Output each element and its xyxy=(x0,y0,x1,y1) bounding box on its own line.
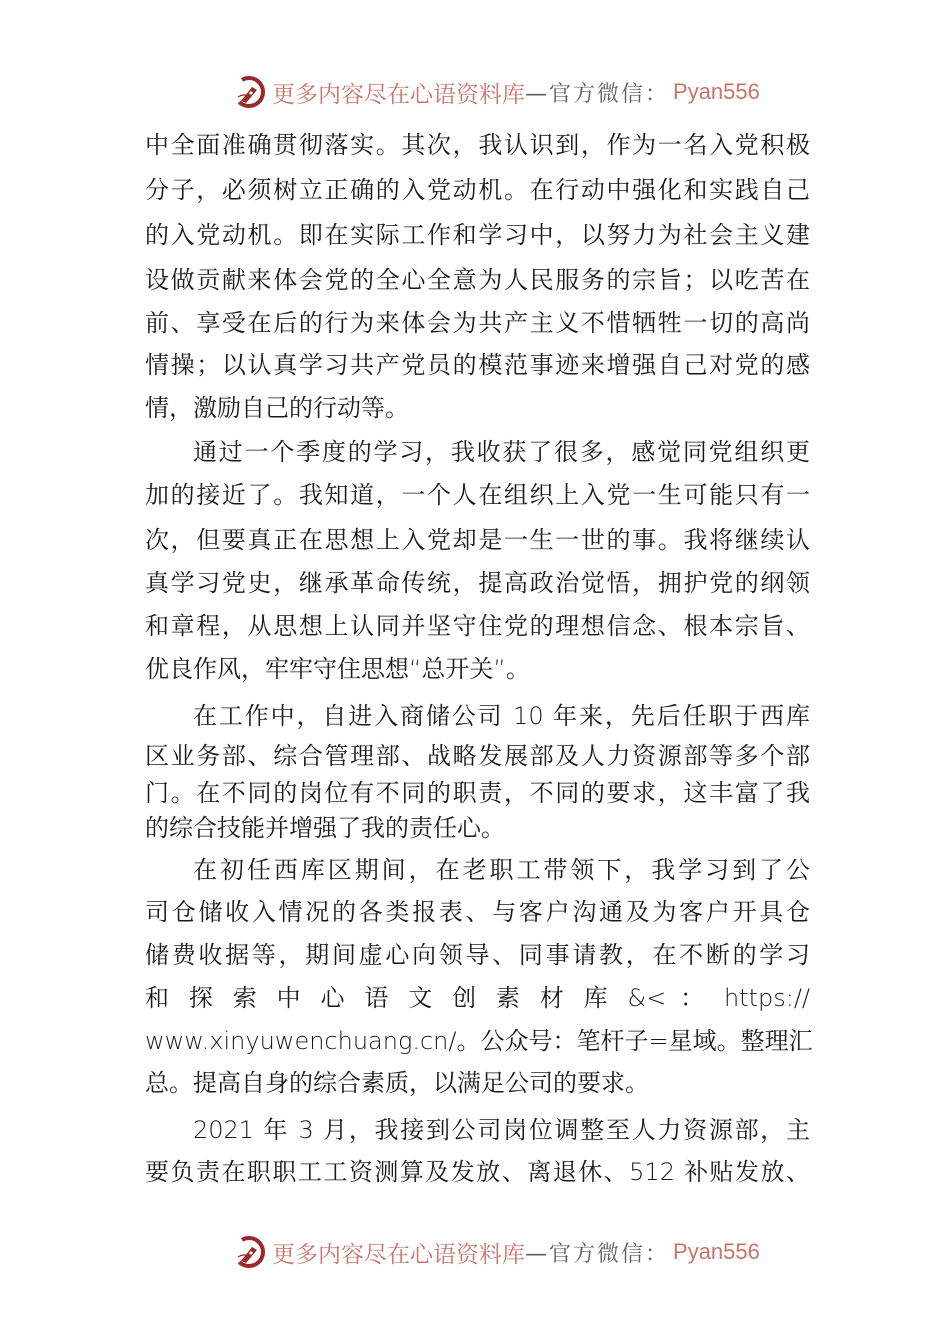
banner-wechat-label: —官方微信： xyxy=(525,1241,670,1267)
text-line: 的综合技能并增强了我的责任心。 xyxy=(145,814,505,842)
pen-nib-logo-icon xyxy=(232,1235,266,1269)
text-line: 加的接近了。我知道，一个人在组织上入党一生可能只有一 xyxy=(145,481,810,509)
text-line: 情，激励自己的行动等。 xyxy=(145,394,409,422)
text-line: 门。在不同的岗位有不同的职责，不同的要求，这丰富了我 xyxy=(145,779,810,807)
text-line: 区业务部、综合管理部、战略发展部及人力资源部等多个部 xyxy=(145,742,810,770)
text-line: 的入党动机。即在实际工作和学习中，以努力为社会主义建 xyxy=(145,221,810,249)
banner-wechat-label: —官方微信： xyxy=(525,81,670,107)
banner-wechat-id: Pyan556 xyxy=(673,79,760,104)
text-line: 和章程，从思想上认同并坚守住党的理想信念、根本宗旨、 xyxy=(145,612,810,640)
banner-wechat-id: Pyan556 xyxy=(673,1239,760,1264)
footer-banner xyxy=(232,1232,760,1272)
text-line: 2021 年 3 月，我接到公司岗位调整至人力资源部，主 xyxy=(193,1116,810,1144)
text-line: 设做贡献来体会党的全心全意为人民服务的宗旨；以吃苦在 xyxy=(145,266,810,294)
pen-nib-logo-icon xyxy=(232,75,266,109)
text-line: 在工作中，自进入商储公司 10 年来，先后任职于西库 xyxy=(193,702,810,730)
banner-site-text: 更多内容尽在心语资料库 xyxy=(272,81,525,108)
text-line: 分子，必须树立正确的入党动机。在行动中强化和实践自己 xyxy=(145,176,810,204)
text-line: 情操；以认真学习共产党员的模范事迹来增强自己对党的感 xyxy=(145,351,810,379)
text-line: 中全面准确贯彻落实。其次，我认识到，作为一名入党积极 xyxy=(145,131,810,159)
text-line: 和 探 索 中 心 语 文 创 素 材 库 &< ： https:// xyxy=(145,984,810,1012)
text-line: 总。提高自身的综合素质，以满足公司的要求。 xyxy=(145,1069,649,1097)
text-line: 通过一个季度的学习，我收获了很多，感觉同党组织更 xyxy=(193,438,810,466)
text-line: 前、享受在后的行为来体会为共产主义不惜牺牲一切的高尚 xyxy=(145,309,810,337)
text-line: 优良作风，牢牢守住思想“总开关”。 xyxy=(145,655,530,683)
text-line: 储费收据等，期间虚心向领导、同事请教，在不断的学习 xyxy=(145,941,810,969)
text-line: 司仓储收入情况的各类报表、与客户沟通及为客户开具仓 xyxy=(145,898,810,926)
text-line: www.xinyuwenchuang.cn/。公众号：笔杆子=星域。整理汇 xyxy=(145,1027,813,1055)
banner-site-text: 更多内容尽在心语资料库 xyxy=(272,1241,525,1268)
text-line: 真学习党史，继承革命传统，提高政治觉悟，拥护党的纲领 xyxy=(145,569,810,597)
header-banner xyxy=(232,72,760,112)
text-line: 在初任西库区期间，在老职工带领下，我学习到了公 xyxy=(193,856,810,884)
text-line: 要负责在职职工工资测算及发放、离退休、512 补贴发放、 xyxy=(145,1158,810,1186)
text-line: 次，但要真正在思想上入党却是一生一世的事。我将继续认 xyxy=(145,526,810,554)
